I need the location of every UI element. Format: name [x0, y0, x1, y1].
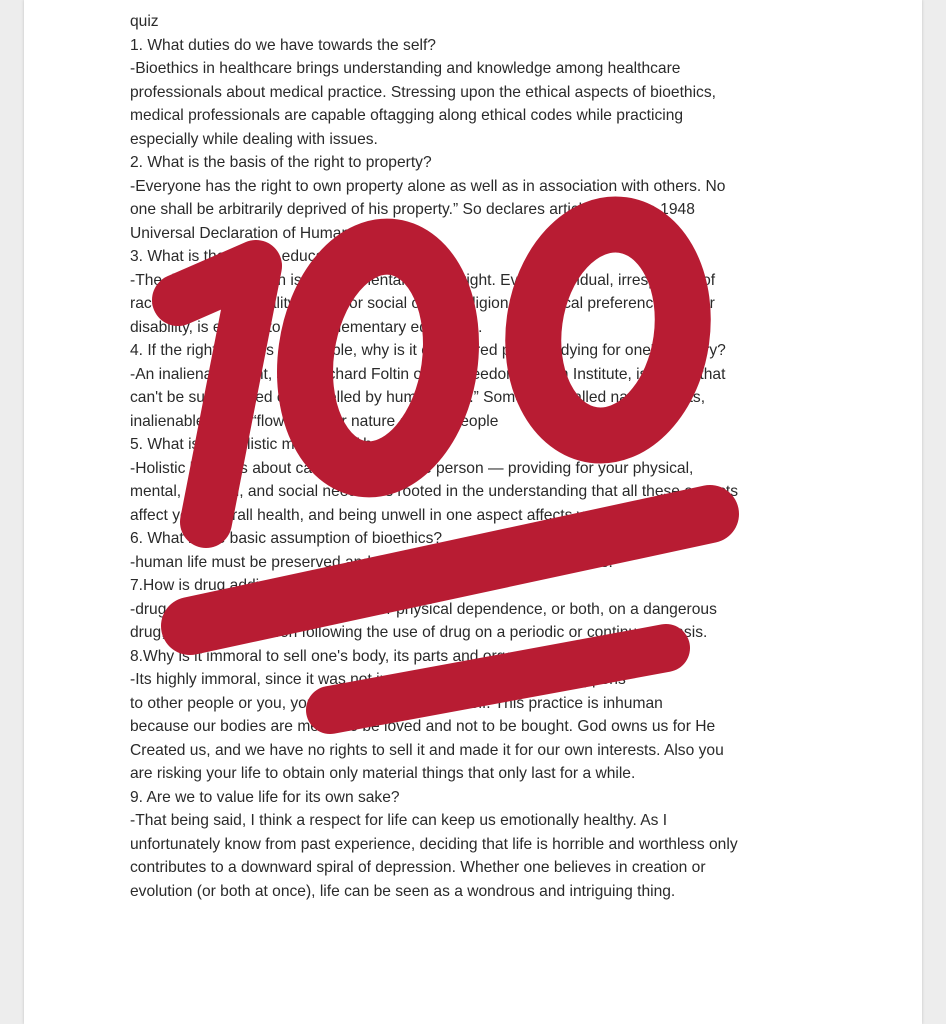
answer-8-line-2: to other people or you, you are also hurting yourself. This practice is inhuman	[130, 694, 663, 712]
answer-9-line-4: evolution (or both at once), life can be seen as a wondrous and intriguing thing.	[130, 882, 676, 900]
answer-5-line-2: mental, spiritual, and social needs. It's rooted in the understanding that all these aspects	[130, 483, 739, 500]
answer-8-line-5: are risking your life to obtain only material things that only last for a while.	[130, 765, 636, 782]
question-4: 4. If the right to life is inalienable, why is it considered patriotic dying for one's country?	[130, 342, 726, 359]
answer-4-line-1: -An inalienable right, says Richard Foltin of the Freedom Forum Institute, is a right that	[130, 365, 726, 383]
answer-8-line-3: because our bodies are meant to be loved and not to be bought. God owns us for He	[130, 718, 716, 735]
answer-9-line-3: contributes to a downward spiral of depression. Whether one believes in creation or	[130, 859, 706, 876]
answer-5-line-3: affect your overall health, and being unwell in one aspect affects you in others.	[130, 506, 671, 524]
answer-4-line-2: can't be surrendered or cancelled by human laws.” Sometimes called natural rights,	[130, 389, 706, 406]
answer-2-line-3: Universal Declaration of Human Rights.	[130, 224, 404, 242]
question-5: 5. What is the holistic meaning of health?	[130, 436, 415, 453]
answer-9-line-2: unfortunately know from past experience, deciding that life is horrible and worthless only	[130, 835, 738, 853]
answer-3-line-1: -The right to education is a fundamental human right. Every individual, irrespective of	[130, 271, 716, 289]
question-2: 2. What is the basis of the right to property?	[130, 154, 432, 171]
answer-3-line-3: disability, is entitled to a free elementary education.	[130, 318, 483, 336]
answer-1-line-4: especially while dealing with issues.	[130, 130, 378, 148]
document-title: quiz	[130, 13, 159, 30]
answer-1-line-3: medical professionals are capable oftagging along ethical codes while practicing	[130, 107, 684, 124]
answer-2-line-2: one shall be arbitrarily deprived of his property.” So declares article 17 of the 1948	[130, 201, 695, 218]
document-page	[24, 0, 922, 1024]
answer-6-line-1: -human life must be preserved and protected under all circumstances.	[130, 553, 613, 571]
question-1: 1. What duties do we have towards the self?	[130, 36, 436, 54]
answer-8-line-4: Created us, and we have no rights to sell it and made it for our own interests. Also you	[130, 741, 724, 759]
answer-7-line-2: drug, arising in a person following the use of drug on a periodic or continuous basis.	[130, 624, 708, 641]
answer-7-line-1: -drug addiction is a state of psychic or physical dependence, or both, on a dangerous	[130, 600, 717, 618]
question-3: 3. What is the right to education?	[130, 248, 358, 265]
answer-5-line-1: -Holistic health is about caring for the whole person — providing for your physical,	[130, 459, 694, 477]
question-8: 8.Why is it immoral to sell one's body, its parts and organs?	[130, 647, 540, 665]
answer-1-line-2: professionals about medical practice. Stressing upon the ethical aspects of bioethics,	[130, 83, 716, 101]
question-6: 6. What is the basic assumption of bioethics?	[130, 530, 443, 547]
document-text	[130, 10, 830, 903]
answer-9-line-1: -That being said, I think a respect for life can keep us emotionally healthy. As I	[130, 812, 668, 829]
answer-3-line-2: race, gender, nationality, ethnic or social origin, religion or political preference, age or	[130, 295, 715, 312]
question-9: 9. Are we to value life for its own sake?	[130, 788, 400, 806]
answer-8-line-1: -Its highly immoral, since it was not just about you if something happens	[130, 671, 626, 688]
answer-4-line-3: inalienable rights “flow from our nature as free people	[130, 412, 499, 430]
answer-1-line-1: -Bioethics in healthcare brings understanding and knowledge among healthcare	[130, 60, 681, 77]
answer-2-line-1: -Everyone has the right to own property alone as well as in association with others. No	[130, 177, 726, 195]
question-7: 7.How is drug addiction defined?	[130, 577, 357, 594]
